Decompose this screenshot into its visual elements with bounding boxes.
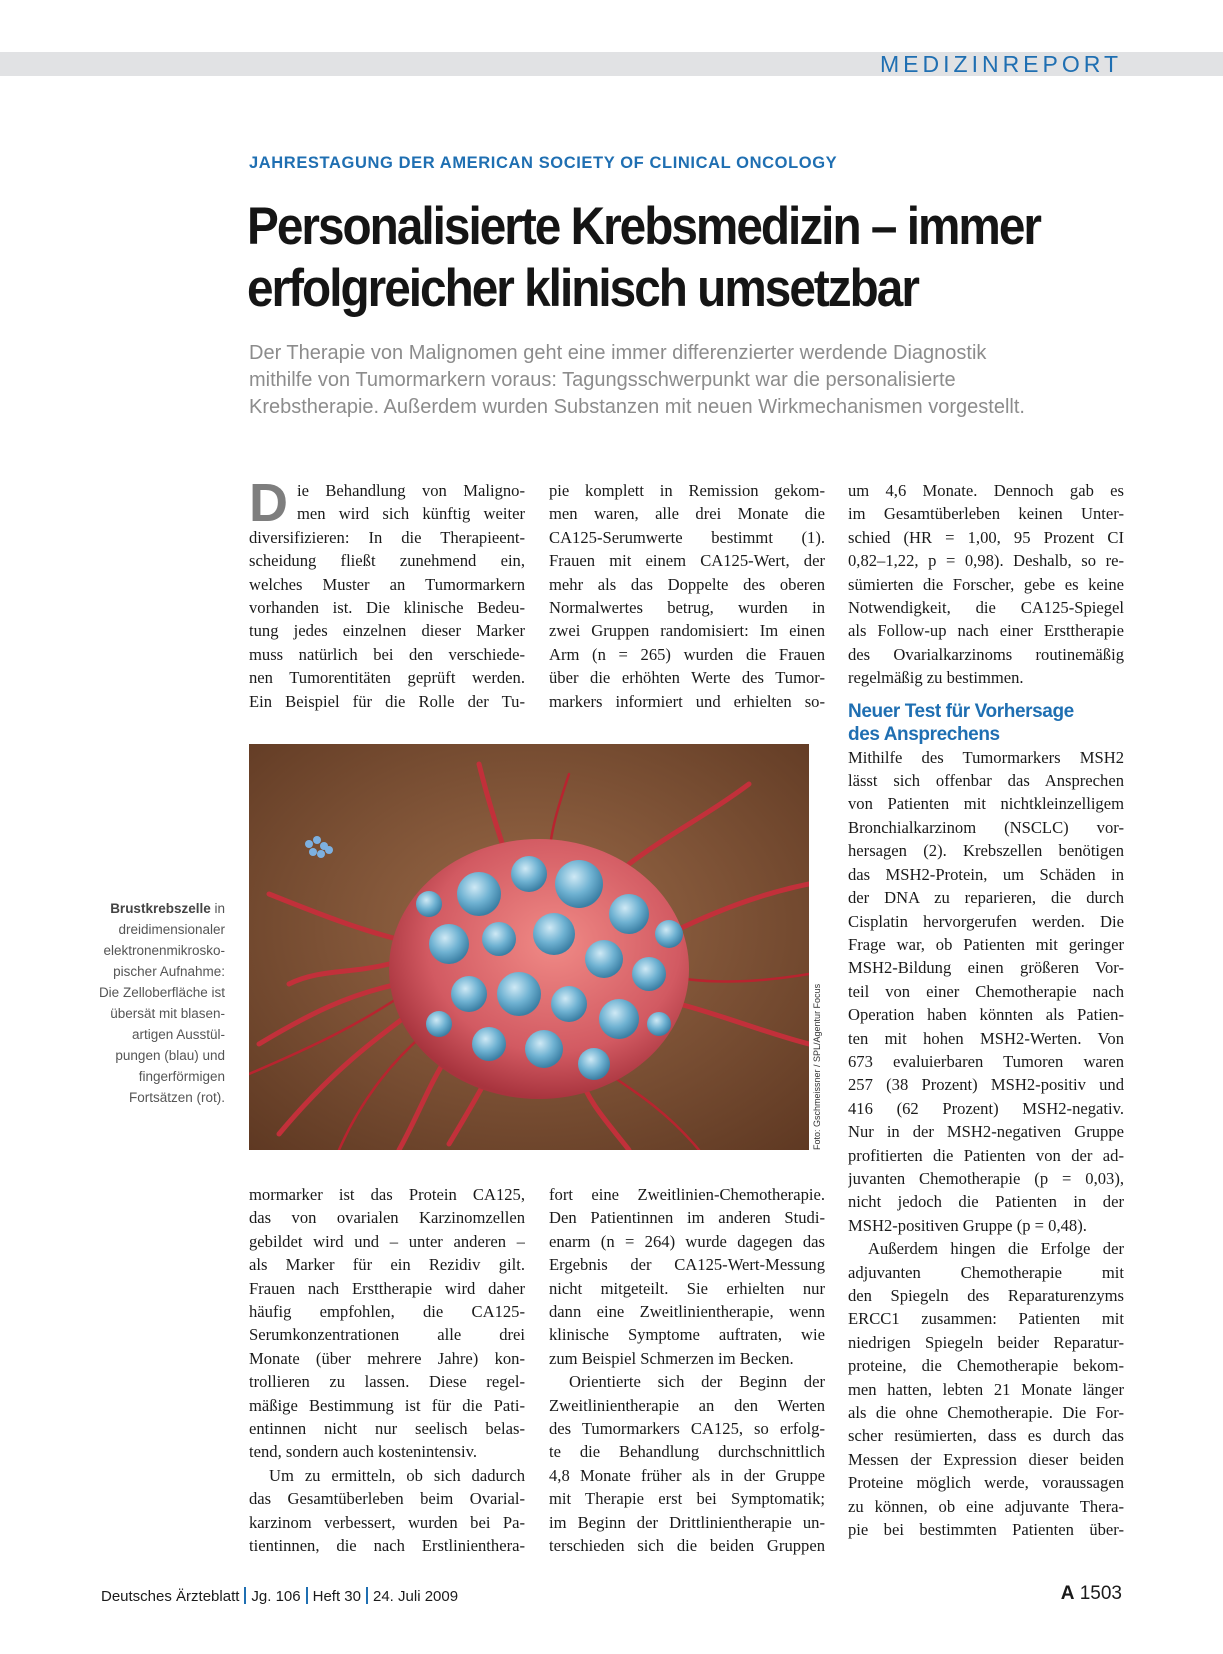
text-line: des Ovarialkarzinoms routinemäßig (848, 644, 1124, 664)
text-line: MSH2-Bildung einen größeren Vor- (848, 958, 1124, 978)
text-line: markers informiert und erhielten so- (549, 691, 825, 711)
paragraph (549, 1183, 825, 1370)
text-line: Zweitlinientherapie an den Werten (549, 1395, 825, 1415)
text-line: nen Tumorentitäten geprüft werden. (249, 668, 525, 688)
caption-line: übersät mit blasen- (110, 1006, 225, 1021)
text-line: im Gesamtüberleben keinen Unter- (848, 504, 1124, 524)
text-line: entinnen nicht nur seelisch belas- (249, 1419, 525, 1439)
caption-line: dreidimensionaler (118, 922, 225, 937)
caption-line: fingerförmigen (138, 1069, 225, 1084)
caption-first-rest: in (210, 901, 225, 916)
paragraph (549, 1370, 825, 1557)
article-kicker: JAHRESTAGUNG DER AMERICAN SOCIETY OF CLINICAL ONCOLOGY (249, 154, 838, 172)
text-line: Ergebnis der CA125-Wert-Messung (549, 1255, 825, 1275)
column-1-top (249, 473, 525, 713)
journal-volume: Jg. 106 (251, 1588, 301, 1605)
text-line: gebildet wird und – unter anderen – (249, 1231, 525, 1251)
text-line: der DNA zu reparieren, die durch (848, 888, 1124, 908)
text-line: teil von einer Chemotherapie nach (848, 981, 1124, 1001)
text-line: men hatten, lebten 21 Monate länger (848, 1379, 1124, 1399)
text-line: Nur in der MSH2-negativen Gruppe (848, 1122, 1124, 1142)
text-line: 416 (62 Prozent) MSH2-negativ. (848, 1098, 1124, 1118)
text-line: ie Behandlung von Maligno- (297, 481, 525, 500)
text-line: Notwendigkeit, die CA125-Spiegel (848, 598, 1124, 618)
caption-line: Die Zelloberfläche ist (98, 985, 225, 1000)
page-footer (101, 1587, 458, 1605)
micrograph-illustration (249, 744, 809, 1150)
text-line: lässt sich offenbar das Ansprechen (848, 771, 1124, 791)
text-line: um 4,6 Monate. Dennoch gab es (848, 481, 1124, 500)
text-line: Monate (über mehrere Jahre) kon- (249, 1348, 525, 1368)
paragraph (848, 1237, 1124, 1541)
text-line: über die erhöhten Werte des Tumor- (549, 668, 825, 688)
text-line: tung jedes einzelnen dieser Marker (249, 621, 525, 641)
page-number-value: 1503 (1079, 1583, 1122, 1604)
text-line: fort eine Zweitlinien-Chemotherapie. (549, 1185, 825, 1204)
text-line: juvanten Chemotherapie (p = 0,03), (848, 1168, 1124, 1188)
cancer-cell-photo (249, 744, 809, 1150)
text-line: 257 (38 Prozent) MSH2-positiv und (848, 1075, 1124, 1095)
text-line: Frage war, ob Patienten mit geringer (848, 934, 1124, 954)
text-line: Arm (n = 265) wurden die Frauen (549, 644, 825, 664)
text-line: mit Therapie erst bei Symptomatik; (549, 1489, 825, 1509)
text-line: das Gesamtüberleben beim Ovarial- (249, 1489, 525, 1509)
column-3 (848, 479, 1124, 1541)
text-line: das MSH2-Protein, um Schäden in (848, 864, 1124, 884)
paragraph (549, 479, 825, 713)
text-line: Orientierte sich der Beginn der (569, 1372, 825, 1392)
journal-name: Deutsches Ärzteblatt (101, 1588, 240, 1605)
column-2-bottom (549, 1183, 825, 1558)
text-line: schied (HR = 1,00, 95 Prozent CI (848, 527, 1124, 547)
text-line: den Spiegeln des Reparaturenzyms (848, 1286, 1124, 1305)
text-line: Serumkonzentrationen alle drei (249, 1325, 525, 1345)
text-line: von Patienten mit nichtkleinzelligem (848, 794, 1124, 814)
text-line: ERCC1 zusammen: Patienten mit (848, 1309, 1124, 1329)
drop-cap: D (249, 473, 286, 533)
text-line: adjuvanten Chemotherapie mit (848, 1262, 1124, 1282)
text-line: CA125-Serumwerte bestimmt (1). (549, 527, 825, 547)
paragraph (249, 1464, 525, 1558)
article-headline (247, 196, 1039, 320)
text-line: Normalwertes betrug, wurden in (549, 598, 825, 618)
text-line: scher resümierten, dass es durch das (848, 1426, 1124, 1446)
text-line: mäßige Bestimmung ist für die Pati- (249, 1395, 525, 1415)
text-line: terschieden sich die beiden Gruppen (549, 1536, 825, 1556)
caption-title: Brustkrebszelle (110, 901, 211, 916)
text-line: vorhanden ist. Die klinische Bedeu- (249, 598, 525, 618)
journal-issue: Heft 30 (312, 1588, 361, 1605)
headline-line: Personalisierte Krebsmedizin – immer (247, 197, 1040, 256)
text-line: tientinnen, die nach Erstlinienthera- (249, 1536, 525, 1556)
text-line: enarm (n = 264) wurde dagegen das (549, 1231, 825, 1251)
text-line: Mithilfe des Tumormarkers MSH2 (848, 747, 1124, 767)
text-line: Operation haben könnten als Patien- (848, 1005, 1124, 1025)
text-line: men waren, alle drei Monate die (549, 504, 825, 524)
text-line: proteine, die Chemotherapie bekom- (848, 1356, 1124, 1376)
text-line: ten mit hohen MSH2-Werten. Von (848, 1028, 1124, 1048)
paragraph (249, 1183, 525, 1464)
text-line: als Marker für ein Rezidiv gilt. (249, 1255, 525, 1275)
text-line: tend, sondern auch kostenintensiv. (249, 1442, 477, 1462)
photo-credit: Foto: Gschmeissner / SPL/Agentur Focus (812, 983, 822, 1150)
footer-separator (366, 1587, 368, 1604)
text-line: nicht mitgeteilt. Sie erhielten nur (549, 1278, 825, 1298)
text-line: men wird sich künftig weiter (297, 504, 525, 524)
text-line: nicht jedoch die Patienten in der (848, 1192, 1124, 1212)
text-line: häufig empfohlen, die CA125- (249, 1302, 525, 1322)
text-line: pie komplett in Remission gekom- (549, 481, 825, 500)
page-prefix: A (1060, 1583, 1075, 1604)
text-line: diversifizieren: In die Therapieent- (249, 527, 525, 547)
text-line: Bronchialkarzinom (NSCLC) vor- (848, 817, 1124, 837)
text-line: mormarker ist das Protein CA125, (249, 1185, 525, 1204)
text-line: welches Muster an Tumormarkern (249, 574, 525, 594)
text-line: als die ohne Chemotherapie. Die For- (848, 1403, 1124, 1423)
text-line: Proteine möglich werde, voraussagen (848, 1473, 1124, 1493)
figure-caption (70, 898, 225, 1108)
text-line: Den Patientinnen im anderen Studi- (549, 1208, 825, 1228)
text-line: niedrigen Spiegeln beider Reparatur- (848, 1332, 1124, 1352)
paragraph (848, 479, 1124, 690)
section-label: MEDIZINREPORT (880, 51, 1122, 77)
headline-line: erfolgreicher klinisch umsetzbar (247, 259, 918, 318)
text-line: zwei Gruppen randomisiert: Im einen (549, 621, 825, 641)
text-line: Ein Beispiel für die Rolle der Tu- (249, 691, 525, 711)
text-line: Außerdem hingen die Erfolge der (868, 1239, 1124, 1259)
footer-separator (244, 1587, 246, 1604)
text-line: Messen der Expression dieser beiden (848, 1449, 1124, 1469)
subheading-line: Neuer Test für Vorhersage (848, 700, 1074, 722)
article-lead (249, 340, 1129, 421)
caption-line (70, 898, 225, 919)
text-line: MSH2-positiven Gruppe (p = 0,48). (848, 1215, 1087, 1235)
text-line: im Beginn der Drittlinientherapie un- (549, 1512, 825, 1532)
text-line: regelmäßig zu bestimmen. (848, 668, 1024, 688)
paragraph (848, 746, 1124, 1238)
column-2-top (549, 479, 825, 713)
text-line: hersagen (2). Krebszellen benötigen (848, 841, 1124, 861)
text-line: des Tumormarkers CA125, so erfolg- (549, 1419, 825, 1439)
text-line: sümierten die Forscher, gebe es keine (848, 574, 1124, 594)
text-line: trollieren zu lassen. Diese regel- (249, 1372, 525, 1392)
caption-line: elektronenmikrosko- (103, 943, 225, 958)
text-line: pie bei bestimmten Patienten über- (848, 1520, 1124, 1540)
text-line: scheidung fließt zunehmend ein, (249, 551, 525, 571)
caption-line: pischer Aufnahme: (113, 964, 225, 979)
text-line: mehr als das Doppelte des oberen (549, 574, 825, 594)
text-line: 673 evaluierbaren Tumoren waren (848, 1051, 1124, 1071)
text-line: zum Beispiel Schmerzen im Becken. (549, 1348, 794, 1368)
text-line: muss natürlich bei den verschiede- (249, 644, 525, 664)
text-line: zu können, ob eine adjuvante Thera- (848, 1496, 1124, 1516)
text-line: Frauen nach Ersttherapie wird daher (249, 1278, 525, 1298)
text-line: das von ovarialen Karzinomzellen (249, 1208, 525, 1228)
caption-line: Fortsätzen (rot). (128, 1090, 225, 1105)
text-line: profitierten die Patienten von der ad- (848, 1145, 1124, 1165)
text-line: Cisplatin hervorgerufen werden. Die (848, 911, 1124, 931)
footer-separator (306, 1587, 308, 1604)
text-line: 4,8 Monate früher als in der Gruppe (549, 1465, 825, 1485)
lead-line: Der Therapie von Malignomen geht eine immer differenzierter werdende Diagnostik (249, 342, 987, 364)
text-line: klinische Symptome auftraten, wie (549, 1325, 825, 1345)
lead-line: Krebstherapie. Außerdem wurden Substanzen mit neuen Wirkmechanismen vorgestellt. (249, 396, 1025, 418)
section-subheading (848, 700, 1124, 746)
text-line: 0,82–1,22, p = 0,98). Deshalb, so re- (848, 551, 1124, 571)
text-line: als Follow-up nach einer Ersttherapie (848, 621, 1124, 641)
text-line: Frauen mit einem CA125-Wert, der (549, 551, 825, 571)
text-line: dann eine Zweitlinientherapie, wenn (549, 1302, 825, 1322)
text-line: Um zu ermitteln, ob sich dadurch (269, 1465, 525, 1485)
column-1-bottom (249, 1183, 525, 1558)
subheading-line: des Ansprechens (848, 723, 1000, 745)
page-number (1061, 1583, 1122, 1605)
caption-line: artigen Ausstül- (131, 1027, 225, 1042)
text-line: te die Behandlung durchschnittlich (549, 1442, 825, 1462)
text-line: karzinom verbessert, wurden bei Pa- (249, 1512, 525, 1532)
journal-date: 24. Juli 2009 (373, 1588, 459, 1605)
lead-line: mithilfe von Tumormarkern voraus: Tagungsschwerpunkt war die personalisierte (249, 369, 956, 391)
caption-line: pungen (blau) und (115, 1048, 225, 1063)
